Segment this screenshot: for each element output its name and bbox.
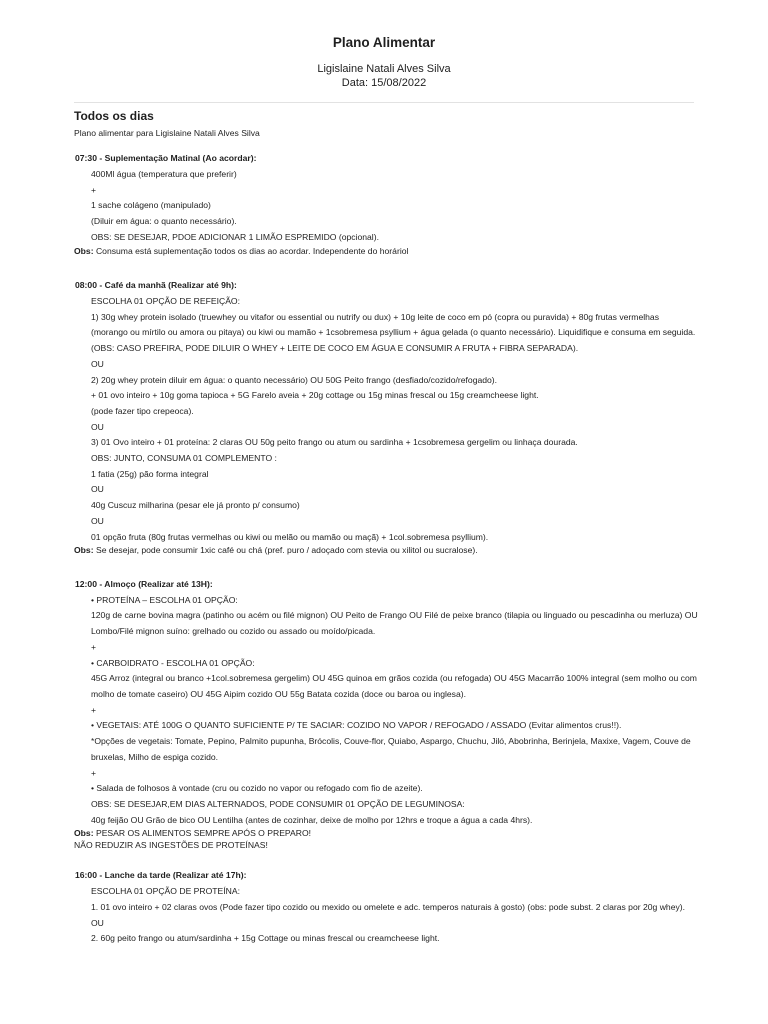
document-title: Plano Alimentar — [332, 35, 436, 50]
obs-text: Se desejar, pode consumir 1xic café ou chá (pref. puro / adoçado com stevia ou xilitol ou sucralose). — [93, 545, 478, 556]
meal-line: OU — [91, 515, 104, 526]
meal-obs — [74, 828, 698, 840]
document-date: Data: 15/08/2022 — [341, 77, 427, 89]
section-title: Todos os dias — [74, 109, 154, 123]
meal-line: 01 opção fruta (80g frutas vermelhas ou kiwi ou melão ou mamão ou maçã) + 1col.sobremesa psyllium). — [91, 531, 489, 542]
meal-line: + — [91, 641, 97, 652]
meal-line: • CARBOIDRATO - ESCOLHA 01 OPÇÃO: — [91, 657, 255, 668]
document-header — [0, 0, 768, 90]
section-subtitle: Plano alimentar para Ligislaine Natali Alves Silva — [74, 128, 260, 138]
meal-line: OBS: JUNTO, CONSUMA 01 COMPLEMENTO : — [91, 453, 277, 464]
meal-line: • Salada de folhosos à vontade (cru ou cozido no vapor ou refogado com fio de azeite). — [91, 783, 423, 794]
meal-heading: 08:00 - Café da manhã (Realizar até 9h): — [75, 280, 237, 291]
meal-line: 400Ml água (temperatura que preferir) — [91, 169, 237, 179]
meal-items — [91, 884, 698, 947]
patient-name: Ligislaine Natali Alves Silva — [317, 63, 451, 75]
meal-line: 1 sache colágeno (manipulado) — [91, 200, 211, 211]
meal-line: 1 fatia (25g) pão forma integral — [91, 468, 209, 479]
meal-line: OU — [91, 358, 104, 369]
meal-block — [74, 152, 698, 257]
meal-line: ESCOLHA 01 OPÇÃO DE PROTEÍNA: — [91, 886, 241, 897]
meal-block — [74, 279, 698, 557]
meal-block — [74, 869, 698, 947]
meal-heading: 16:00 - Lanche da tarde (Realizar até 17h): — [75, 870, 247, 881]
meal-line: OBS: SE DESEJAR, PDOE ADICIONAR 1 LIMÃO ESPREMIDO (opcional). — [91, 231, 379, 242]
meal-items — [91, 167, 698, 246]
meal-line: + 01 ovo inteiro + 10g goma tapioca + 5G Farelo aveia + 20g cottage ou 15g minas frescal ou 15g creamcheese light. — [91, 390, 539, 401]
meal-items — [91, 294, 698, 545]
obs-label: Obs: — [74, 245, 94, 256]
header-divider — [74, 102, 694, 103]
meal-line: (OBS: CASO PREFIRA, PODE DILUIR O WHEY + LEITE DE COCO EM ÁGUA E CONSUMIR A FRUTA + FIBRA SEPARADA). — [91, 343, 579, 354]
meal-line: + — [91, 767, 97, 778]
obs-label: Obs: — [74, 545, 94, 556]
meal-heading: 07:30 - Suplementação Matinal (Ao acordar): — [75, 153, 257, 163]
meal-line: 3) 01 Ovo inteiro + 01 proteína: 2 claras OU 50g peito frango ou atum ou sardinha + 1csobremesa gergelim ou linhaça dourada. — [91, 437, 578, 448]
meal-line: (pode fazer tipo crepeoca). — [91, 405, 194, 416]
meal-line: OU — [91, 917, 104, 928]
obs-label: Obs: — [74, 828, 94, 839]
meal-items — [91, 593, 698, 829]
meal-obs — [74, 545, 698, 557]
meal-line: 2. 60g peito frango ou atum/sardinha + 15g Cottage ou minas frescal ou creamcheese light. — [91, 933, 440, 944]
meal-line: 120g de carne bovina magra (patinho ou acém ou filé mignon) OU Peito de Frango OU Filé de peixe branco (tilapia ou linguado ou pescadinha ou merluza) OU Lombo/Filé mignon suíno: grelhado ou cozido ou assado ou moído/picada. — [91, 610, 698, 637]
meal-heading: 12:00 - Almoço (Realizar até 13H): — [75, 578, 213, 589]
meal-line: 1) 30g whey protein isolado (truewhey ou vitafor ou essential ou nutrify ou dux) + 10g leite de coco em pó (copra ou puravida) + 80g frutas vermelhas (morango ou mírtilo ou amora ou pitaya) ou kiwi ou mamão + 1csobremesa psyllium + água gelada (o quanto necessário). Liquidifique e consuma em seguida. — [91, 311, 696, 338]
obs-text: Consuma está suplementação todos os dias ao acordar. Independente do horáriol — [93, 245, 409, 256]
meal-obs — [74, 246, 698, 258]
meal-line: *Opções de vegetais: Tomate, Pepino, Palmito pupunha, Brócolis, Couve-flor, Quiabo, Aspargo, Chuchu, Jiló, Abobrinha, Berinjela, Maxixe, Vagem, Couve de bruxelas, Milho de espiga cozido. — [91, 736, 691, 762]
meal-line: OU — [91, 421, 104, 432]
meal-line: + — [91, 704, 97, 715]
meal-line: 2) 20g whey protein diluir em água: o quanto necessário) OU 50G Peito frango (desfiado/cozido/refogado). — [91, 374, 498, 385]
meal-line: OBS: SE DESEJAR,EM DIAS ALTERNADOS, PODE CONSUMIR 01 OPÇÃO DE LEGUMINOSA: — [91, 798, 465, 809]
meal-line: 40g feijão OU Grão de bico OU Lentilha (antes de cozinhar, deixe de molho por 12hrs e troque a água a cada 4hrs). — [91, 814, 533, 825]
obs-text: PESAR OS ALIMENTOS SEMPRE APÓS O PREPARO! — [93, 828, 312, 839]
meal-block — [74, 578, 698, 852]
meal-line: 1. 01 ovo inteiro + 02 claras ovos (Pode fazer tipo cozido ou mexido ou omelete e adc. temperos naturais à gosto) (obs: pode subst. 2 claras por 20g whey). — [91, 902, 686, 913]
meal-line: OU — [91, 484, 104, 495]
meal-line: + — [91, 184, 97, 195]
meal-obs-extra: NÃO REDUZIR AS INGESTÕES DE PROTEÍNAS! — [74, 839, 268, 850]
meal-line: • PROTEÍNA – ESCOLHA 01 OPÇÃO: — [91, 594, 238, 605]
meal-line: ESCOLHA 01 OPÇÃO DE REFEIÇÃO: — [91, 296, 241, 307]
plan-content — [74, 108, 698, 947]
meal-line: • VEGETAIS: ATÉ 100G O QUANTO SUFICIENTE P/ TE SACIAR: COZIDO NO VAPOR / REFOGADO / ASSADO (Evitar alimentos crus!!). — [91, 720, 622, 731]
meal-line: 40g Cuscuz milharina (pesar ele já pronto p/ consumo) — [91, 500, 300, 511]
meal-line: (Diluir em água: o quanto necessário). — [91, 216, 237, 227]
meal-line: 45G Arroz (integral ou branco +1col.sobremesa gergelim) OU 45G quinoa em grãos cozida (ou refogada) OU 45G Macarrão 100% integral (sem molho ou com molho de tomate caseiro) OU 45G Aipim cozido OU 55g Batata cozida (doce ou baroa ou inglesa). — [91, 673, 697, 699]
